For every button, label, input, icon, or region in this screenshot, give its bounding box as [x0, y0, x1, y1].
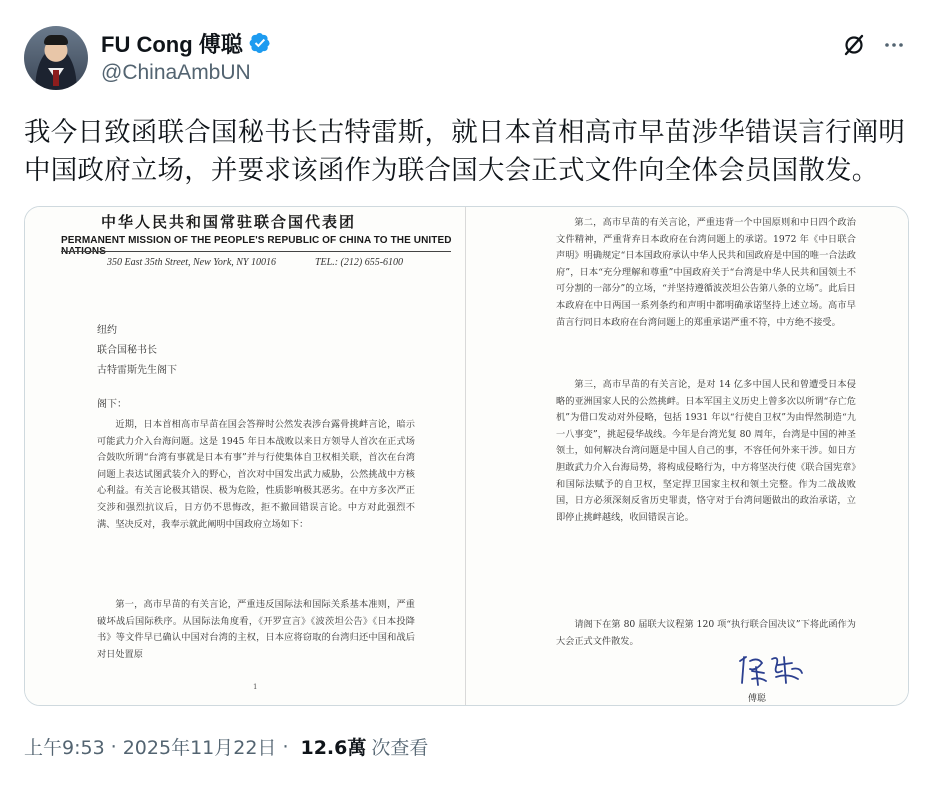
tweet-date[interactable]: 2025年11月22日: [122, 737, 277, 759]
letterhead-rule: [61, 251, 451, 252]
more-options-icon: [883, 34, 905, 56]
letter-paragraph: 第一，高市早苗的有关言论，严重违反国际法和国际关系基本准则，严重破坏战后国际秩序。从国际法角度看，《开罗宣言》《波茨坦公告》《日本投降书》等文件早已确认中国对台湾的主权，日本应将窃取的台湾归还中国和战后对日处置原: [97, 599, 415, 660]
letterhead-telephone: TEL.: (212) 655-6100: [315, 257, 404, 268]
handwritten-signature: [736, 653, 806, 689]
avatar-tie: [53, 70, 59, 86]
tweet-meta: [24, 733, 428, 760]
recipient-line: 纽约: [97, 325, 117, 336]
page-number: 1: [253, 683, 258, 691]
letter-paragraph: 近期，日本首相高市早苗在国会答辩时公然发表涉台露骨挑衅言论，暗示可能武力介入台海问题。这是 1945 年日本战败以来日方领导人首次在正式场合鼓吹所谓“台湾有事就是日本有事”并与行使集体自卫权相关联，首次在台湾问题上表达试图武装介入的野心，首次对中国发出武力威胁，公然挑战中方核心利益。有关言论极其错误、极为危险，性质影响极其恶劣。在中方多次严正交涉和强烈抗议后，日方仍不思悔改，拒不撤回错误言论。中方对此强烈不满、坚决反对，我奉示就此阐明中国政府立场如下：: [97, 419, 415, 530]
more-options-button[interactable]: [879, 30, 909, 60]
letterhead-address: 350 East 35th Street, New York, NY 10016: [107, 257, 276, 268]
tweet-text-line: 我今日致函联合国秘书长古特雷斯，就日本首相高市早苗涉华错误言行阐明: [24, 117, 906, 148]
grok-icon: [842, 33, 866, 57]
attached-letter-image[interactable]: [24, 206, 909, 706]
salutation: 阁下：: [97, 399, 127, 410]
letterhead-chinese: 中华人民共和国常驻联合国代表团: [101, 213, 357, 231]
letter-page-2: [466, 207, 909, 705]
recipient-line: 联合国秘书长: [97, 345, 157, 356]
letter-paragraph: 第三，高市早苗的有关言论，是对 14 亿多中国人民和曾遭受日本侵略的亚洲国家人民的公然挑衅。日本军国主义历史上曾多次以所谓“存亡危机”为借口发动对外侵略，包括 1931 年以“行使自卫权”为由悍然制造“九一八事变”，挑起侵华战线。今年是台湾光复 80 周年，台湾是中国的神圣领土，如何解决台湾问题是中国人自己的事，不容任何外来干涉。如日方胆敢武力介入台海局势，将构成侵略行为，中方将坚决行使《联合国宪章》和国际法赋予的自卫权，坚定捍卫国家主权和领土完整。作为二战战败国，日方必须深刻反省历史罪责，恪守对于台湾问题做出的政治承诺，立即停止挑衅越线，收回错误言论。: [556, 379, 856, 523]
recipient-line: 古特雷斯先生阁下: [97, 365, 177, 376]
signatory-name: 傅聪: [748, 694, 767, 704]
grok-button[interactable]: [839, 30, 869, 60]
author-display-name[interactable]: FU Cong 傅聪: [101, 31, 243, 57]
meta-separator: ·: [282, 735, 289, 758]
letter-paragraph: 第二，高市早苗的有关言论，严重违背一个中国原则和中日四个政治文件精神，严重背弃日本政府在台湾问题上的承诺。1972 年《中日联合声明》明确规定“日本国政府承认中华人民共和国政府是中国的唯一合法政府”，日本“充分理解和尊重”中国政府关于“台湾是中华人民共和国领土不可分割的一部分”的立场，“并坚持遵循波茨坦公告第八条的立场”。此后日本政府在中日两国一系列条约和声明中都明确承诺坚持上述立场。高市早苗言行同日本政府在台湾问题上的郑重承诺严重不符，中方绝不接受。: [556, 217, 856, 328]
tweet-text-line: 中国政府立场，并要求该函作为联合国大会正式文件向全体会员国散发。: [24, 155, 879, 186]
views-count[interactable]: 12.6萬: [300, 737, 367, 759]
views-label: 次查看: [371, 737, 429, 759]
avatar-hair: [44, 35, 68, 45]
author-name-row[interactable]: [101, 29, 271, 57]
letterhead-english: PERMANENT MISSION OF THE PEOPLE'S REPUBLIC OF CHINA TO THE UNITED: [61, 235, 452, 246]
tweet-text: [24, 114, 924, 190]
verified-badge-icon: [249, 32, 271, 54]
meta-separator: ·: [110, 735, 117, 758]
avatar[interactable]: [24, 26, 88, 90]
author-handle[interactable]: @ChinaAmbUN: [101, 61, 251, 84]
letter-paragraph: 请阁下在第 80 届联大议程第 120 项“执行联合国决议”下将此函作为大会正式文件散发。: [556, 619, 856, 647]
letter-page-1: [25, 207, 465, 705]
tweet-time[interactable]: 上午9:53: [24, 737, 105, 759]
